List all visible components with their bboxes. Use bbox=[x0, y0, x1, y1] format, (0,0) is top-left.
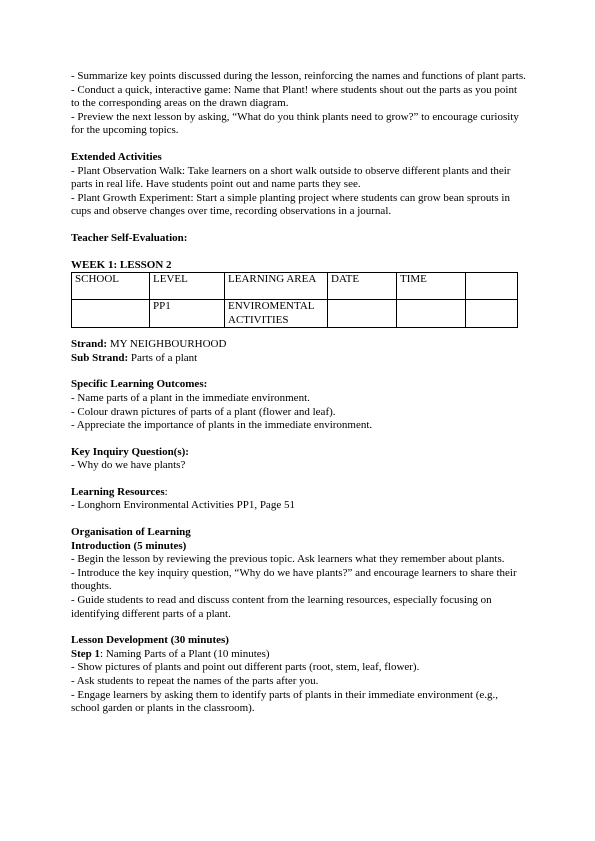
inquiry-item: - Why do we have plants? bbox=[71, 459, 186, 472]
development-item: - Engage learners by asking them to identify parts of plants in their immediate environment (e.g., school garden or plants in the classroom). bbox=[71, 688, 499, 715]
organisation-heading: Organisation of Learning bbox=[71, 526, 191, 539]
inquiry-heading: Key Inquiry Question(s): bbox=[71, 445, 189, 458]
development-heading: Lesson Development (30 minutes) bbox=[71, 634, 229, 647]
sub-strand-line bbox=[71, 352, 526, 366]
introduction-item: - Guide students to read and discuss content from the learning resources, especially focusing on identifying different parts of a plant. bbox=[71, 594, 492, 620]
table-cell bbox=[466, 300, 518, 328]
strand-value: MY NEIGHBOURHOOD bbox=[107, 338, 227, 351]
table-cell: SCHOOL bbox=[72, 273, 150, 300]
resources-colon: : bbox=[164, 485, 168, 498]
sub-strand-value: Parts of a plant bbox=[128, 351, 198, 364]
table-cell: ENVIROMENTAL ACTIVITIES bbox=[225, 300, 328, 328]
sub-strand-label: Sub Strand: bbox=[71, 351, 129, 364]
table-cell: TIME bbox=[397, 273, 466, 300]
strand-label: Strand: bbox=[71, 338, 108, 351]
extended-activity-item: - Plant Observation Walk: Take learners on a short walk outside to observe different plants and their parts in real life. Have students point out and name parts they see. bbox=[71, 164, 511, 191]
outcomes-heading: Specific Learning Outcomes: bbox=[71, 378, 208, 391]
resources-heading: Learning Resources bbox=[71, 485, 165, 498]
table-cell bbox=[72, 300, 150, 328]
table-cell: DATE bbox=[328, 273, 397, 300]
conclusion-item: - Conduct a quick, interactive game: Name that Plant! where students shout out the parts as you point to the corresponding areas on the drawn diagram. bbox=[71, 83, 518, 110]
resource-item: - Longhorn Environmental Activities PP1, Page 51 bbox=[71, 499, 295, 512]
step-line bbox=[71, 648, 526, 662]
development-item: - Show pictures of plants and point out different parts (root, stem, leaf, flower). bbox=[71, 661, 420, 674]
week-lesson-heading: WEEK 1: LESSON 2 bbox=[71, 258, 172, 271]
introduction-item: - Begin the lesson by reviewing the previous topic. Ask learners what they remember about plants. bbox=[71, 553, 505, 566]
step-text: : Naming Parts of a Plant (10 minutes) bbox=[100, 647, 270, 660]
table-cell bbox=[466, 273, 518, 300]
resources-heading-line bbox=[71, 486, 526, 500]
lesson-info-table bbox=[71, 272, 518, 328]
outcome-item: - Colour drawn pictures of parts of a plant (flower and leaf). bbox=[71, 405, 336, 418]
table-cell: PP1 bbox=[150, 300, 225, 328]
conclusion-item: - Summarize key points discussed during the lesson, reinforcing the names and functions of plant parts. bbox=[71, 70, 526, 82]
introduction-heading: Introduction (5 minutes) bbox=[71, 539, 187, 552]
lesson-plan-page bbox=[71, 70, 526, 716]
step-label: Step 1 bbox=[71, 647, 101, 660]
introduction-item: - Introduce the key inquiry question, “Why do we have plants?” and encourage learners to share their thoughts. bbox=[71, 566, 517, 593]
self-evaluation-heading: Teacher Self-Evaluation: bbox=[71, 231, 188, 244]
table-cell: LEARNING AREA bbox=[225, 273, 328, 300]
extended-activity-item: - Plant Growth Experiment: Start a simple planting project where students can grow bean sprouts in cups and observe changes over time, recording observations in a journal. bbox=[71, 191, 510, 218]
table-header-row bbox=[72, 273, 518, 300]
outcome-item: - Appreciate the importance of plants in the immediate environment. bbox=[71, 419, 373, 432]
table-cell: LEVEL bbox=[150, 273, 225, 300]
development-item: - Ask students to repeat the names of the parts after you. bbox=[71, 675, 319, 687]
table-cell bbox=[397, 300, 466, 328]
outcome-item: - Name parts of a plant in the immediate environment. bbox=[71, 391, 310, 404]
table-cell bbox=[328, 300, 397, 328]
strand-line bbox=[71, 338, 526, 352]
table-row bbox=[72, 300, 518, 328]
conclusion-item: - Preview the next lesson by asking, “What do you think plants need to grow?” to encourage curiosity for the upcoming topics. bbox=[71, 110, 519, 137]
extended-activities-heading: Extended Activities bbox=[71, 150, 162, 163]
